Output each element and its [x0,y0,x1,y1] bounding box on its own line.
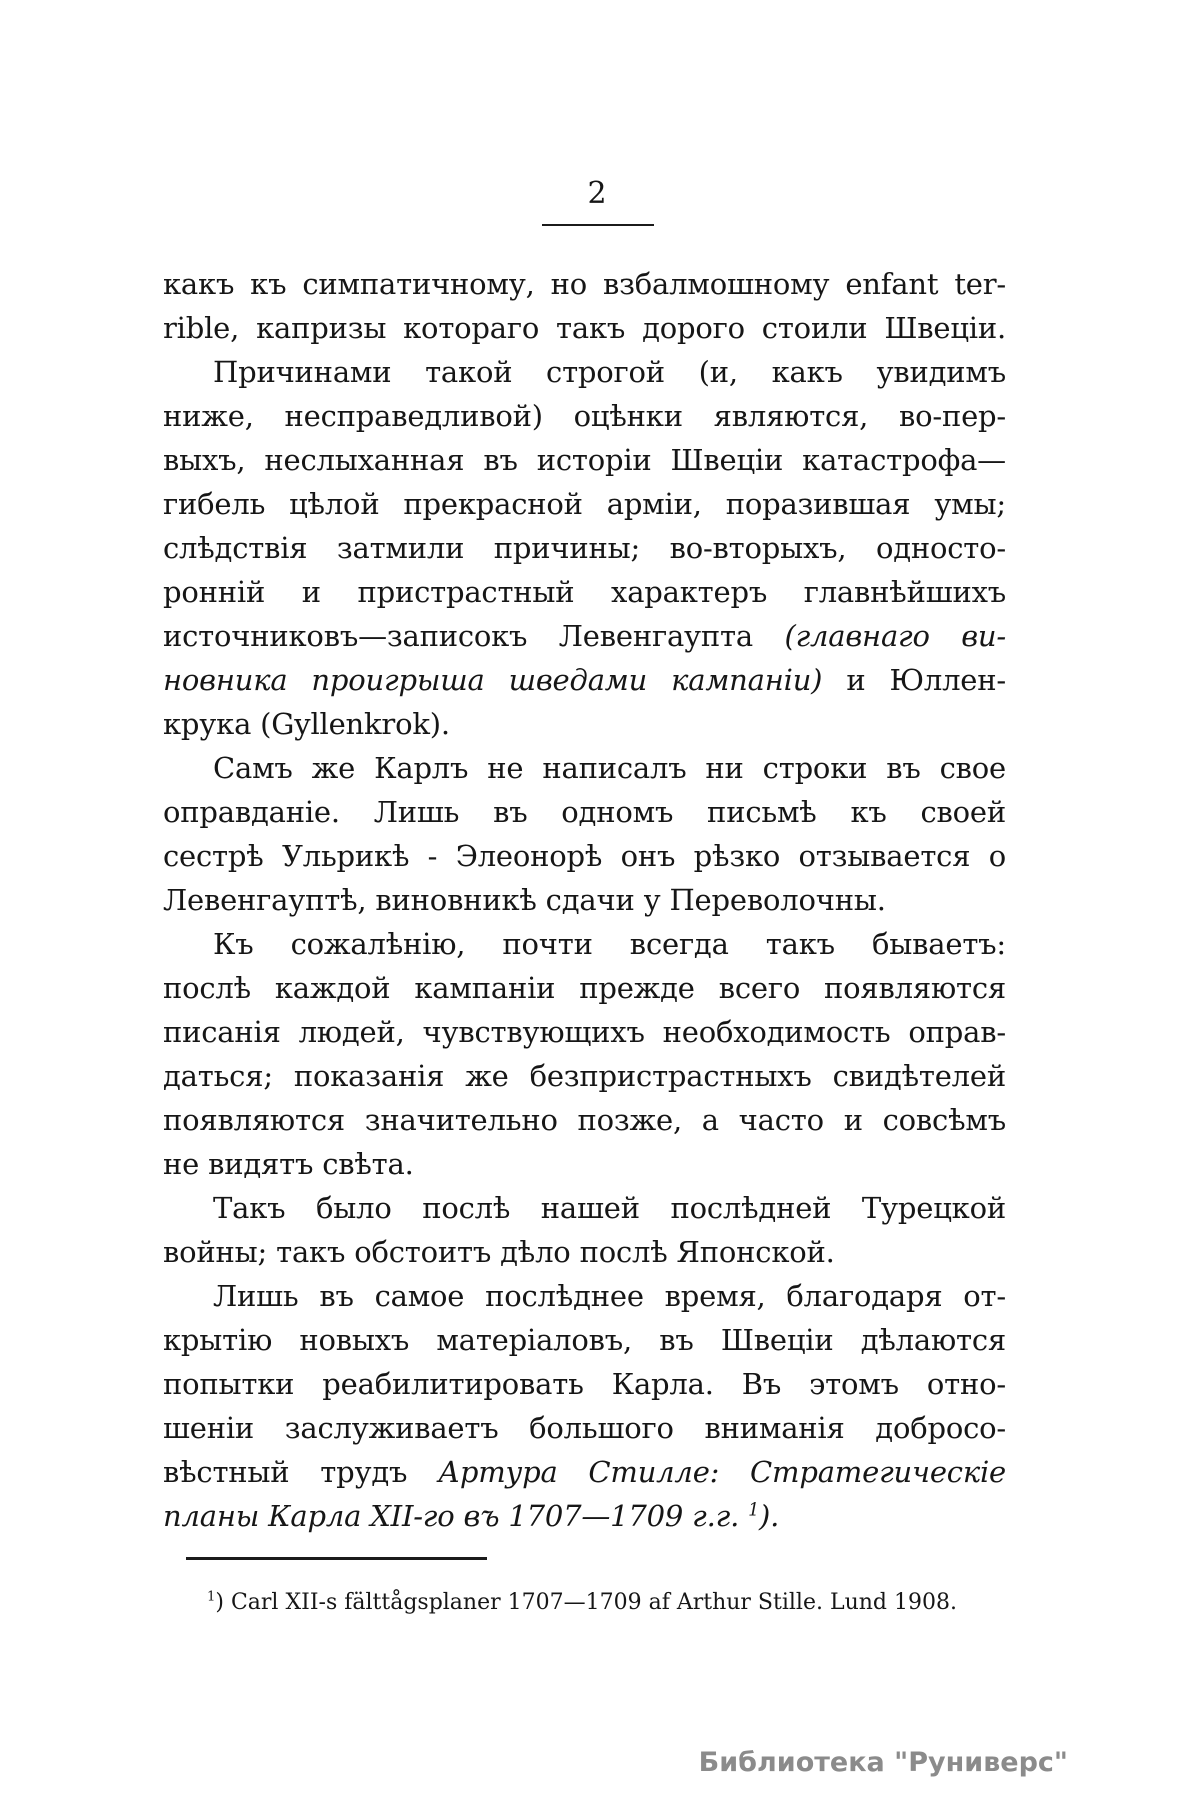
text-segment: ) Carl XII-s fälttågsplaner 1707—1709 af Arthur Stille. Lund 1908. [215,1590,957,1615]
text-segment: Лишь въ самое послѣднее время, благодаря от- [213,1279,1006,1313]
text-line [163,1318,1006,1362]
text-line [163,1186,1006,1230]
text-line [163,1010,1006,1054]
text-segment: ). [759,1499,780,1533]
text-line [163,746,1006,790]
page-number-divider [542,224,654,226]
text-line [163,878,1006,922]
text-segment: (главнаго ви- [784,619,1006,653]
text-line [163,1274,1006,1318]
text-segment: источниковъ—записокъ Левенгаупта [163,619,785,653]
text-line [163,966,1006,1010]
text-segment: rible, капризы котораго такъ дорого стоили Швеціи. [163,311,1006,345]
text-segment: вѣстный трудъ [163,1455,439,1489]
text-segment: планы Карла XII-го въ 1707—1709 г.г. [163,1499,749,1533]
text-line [163,350,1006,394]
body-text [163,262,1006,1538]
text-line [163,1230,1006,1274]
page-number: 2 [587,176,607,211]
footnote-divider [186,1557,487,1560]
text-segment: шеніи заслуживаетъ большого вниманія добросо- [163,1411,1006,1445]
text-line [163,482,1006,526]
text-segment: Самъ же Карлъ не написалъ ни строки въ свое [213,751,1006,785]
text-segment: выхъ, неслыханная въ исторіи Швеціи катастрофа— [163,443,1006,477]
text-line [163,1054,1006,1098]
text-segment: ронній и пристрастный характеръ главнѣйшихъ [163,575,1006,609]
text-segment: ниже, несправедливой) оцѣнки являются, во-пер- [163,399,1006,433]
text-line [163,394,1006,438]
text-segment: какъ къ симпатичному, но взбалмошному enfant ter- [163,267,1006,301]
text-segment: войны; такъ обстоитъ дѣло послѣ Японской. [163,1235,835,1269]
text-line [163,834,1006,878]
text-segment: не видятъ свѣта. [163,1147,414,1181]
text-segment: слѣдствія затмили причины; во-вторыхъ, односто- [163,531,1006,565]
footnote-marker: 1 [207,1589,216,1605]
text-segment: оправданіе. Лишь въ одномъ письмѣ къ своей [163,795,1006,829]
text-line [163,614,1006,658]
text-segment: писанія людей, чувствующихъ необходимость оправ- [163,1015,1006,1049]
text-line [163,922,1006,966]
text-line [163,1494,1006,1538]
text-line [163,1098,1006,1142]
text-segment: новника проигрыша шведами кампаніи) [163,663,823,697]
text-segment: Къ сожалѣнію, почти всегда такъ бываетъ: [213,927,1006,961]
text-segment: Артура Стилле: Стратегическіе [438,1455,1006,1489]
text-line [163,1362,1006,1406]
text-line [163,1142,1006,1186]
watermark: Библиотека "Руниверс" [698,1747,1068,1778]
text-line [163,702,1006,746]
footnote-marker: 1 [748,1500,760,1521]
text-segment: сестрѣ Ульрикѣ - Элеонорѣ онъ рѣзко отзывается о [163,839,1006,873]
text-line [163,526,1006,570]
text-segment: Такъ было послѣ нашей послѣдней Турецкой [213,1191,1006,1225]
text-line [163,262,1006,306]
text-segment: крука (Gyllenkrok). [163,707,450,741]
text-segment: крытію новыхъ матеріаловъ, въ Швеціи дѣлаются [163,1323,1006,1357]
text-segment: попытки реабилитировать Карла. Въ этомъ отно- [163,1367,1006,1401]
text-segment: и Юллен- [822,663,1006,697]
text-line [163,306,1006,350]
text-segment: послѣ каждой кампаніи прежде всего появляются [163,971,1006,1005]
text-segment: даться; показанія же безпристрастныхъ свидѣтелей [163,1059,1006,1093]
text-line [163,790,1006,834]
text-line [163,658,1006,702]
text-segment: появляются значительно позже, а часто и совсѣмъ [163,1103,1006,1137]
text-segment: гибель цѣлой прекрасной арміи, поразившая умы; [163,487,1006,521]
text-segment: Причинами такой строгой (и, какъ увидимъ [213,355,1006,389]
text-line [163,1450,1006,1494]
text-line [163,570,1006,614]
text-line [163,438,1006,482]
text-segment: Левенгауптѣ, виновникѣ сдачи у Переволочны. [163,883,886,917]
text-line [163,1406,1006,1450]
footnote [163,1587,1023,1619]
